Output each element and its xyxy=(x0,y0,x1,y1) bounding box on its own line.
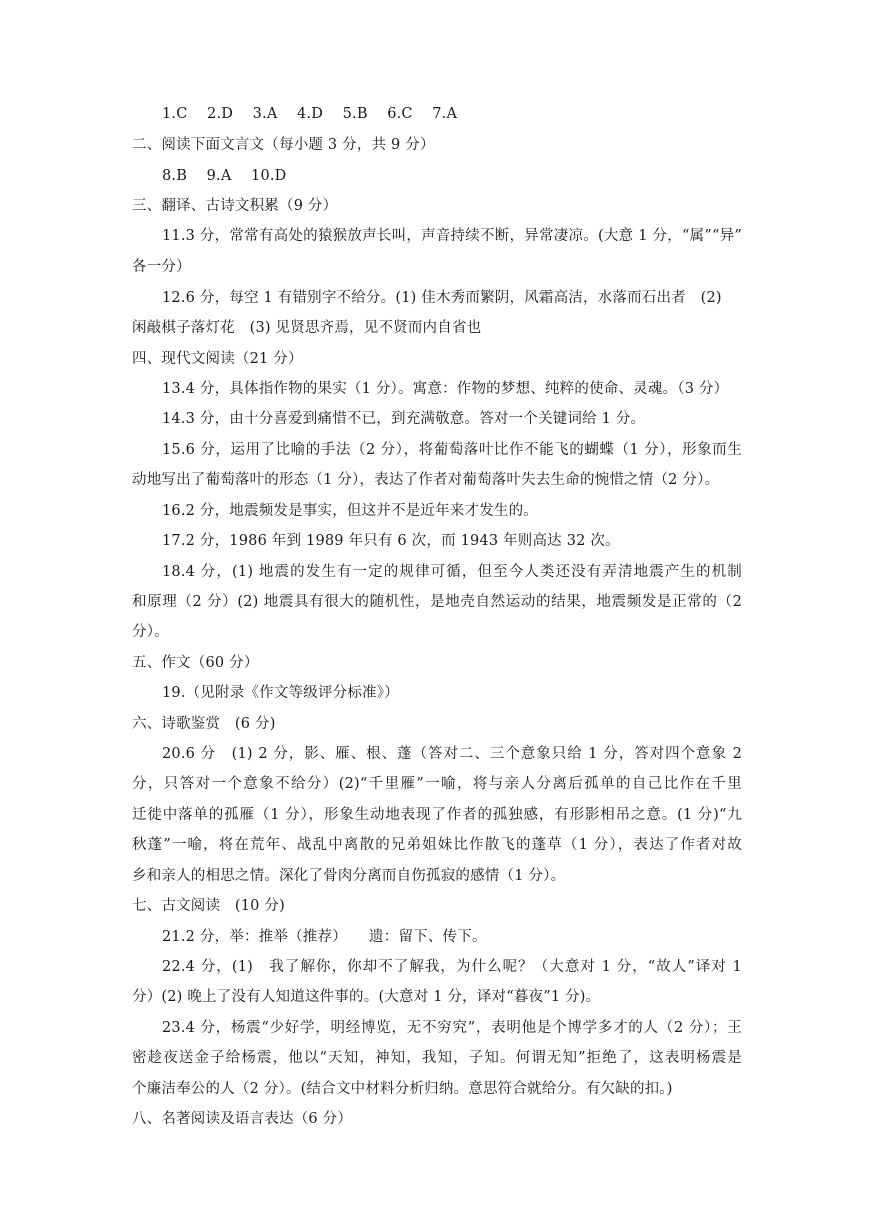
section-heading-2: 二、阅读下面文言文（每小题 3 分，共 9 分） xyxy=(132,137,435,153)
answer-line-18a: 18.4 分，(1) 地震的发生有一定的规律可循，但至今人类还没有弄清地震产生的机制 xyxy=(162,564,742,580)
answer-line-22b: 分）(2) 晚上了没有人知道这件事的。(大意对 1 分，译对“暮夜”1 分)。 xyxy=(132,989,601,1005)
answer-line-18b: 和原理（2 分）(2) 地震具有很大的随机性，是地壳自然运动的结果，地震频发是正常的（2 xyxy=(132,594,742,610)
answer-line-11a: 11.3 分，常常有高处的猿猴放声长叫，声音持续不断，异常凄凉。(大意 1 分，“属”“异” xyxy=(162,228,742,244)
answer-line-20e: 乡和亲人的相思之情。深化了骨肉分离而自伤孤寂的感情（1 分）。 xyxy=(132,868,566,884)
answer-line-mc-1-7: 1.C 2.D 3.A 4.D 5.B 6.C 7.A xyxy=(162,106,458,122)
answer-line-13: 13.4 分，具体指作物的果实（1 分）。寓意：作物的梦想、纯粹的使命、灵魂。（3 分） xyxy=(162,381,729,397)
answer-line-22a: 22.4 分，(1) 我了解你，你却不了解我，为什么呢？（大意对 1 分，“故人”译对 1 xyxy=(162,959,742,975)
answer-line-20b: 分，只答对一个意象不给分）(2)“千里雁”一喻，将与亲人分离后孤单的自己比作在千里 xyxy=(132,776,742,792)
answer-line-15b: 动地写出了葡萄落叶的形态（1 分），表达了作者对葡萄落叶失去生命的惋惜之情（2 分）。 xyxy=(132,472,720,488)
answer-line-20c: 迁徙中落单的孤雁（1 分），形象生动地表现了作者的孤独感，有形影相吊之意。(1 分)“九 xyxy=(132,807,742,823)
answer-line-20d: 秋蓬”一喻，将在荒年、战乱中离散的兄弟姐妹比作散飞的蓬草（1 分），表达了作者对故 xyxy=(132,837,742,853)
answer-line-23b: 密趁夜送金子给杨震，他以“天知，神知，我知，子知。何谓无知”拒绝了，这表明杨震是 xyxy=(132,1050,742,1066)
section-heading-6: 六、诗歌鉴赏 (6 分) xyxy=(132,716,276,732)
answer-line-mc-8-10: 8.B 9.A 10.D xyxy=(162,168,287,184)
section-heading-4: 四、现代文阅读（21 分） xyxy=(132,351,303,367)
answer-line-12a: 12.6 分，每空 1 有错别字不给分。(1) 佳木秀而繁阴，风霜高洁，水落而石出者 (2) xyxy=(162,290,722,306)
answer-line-23c: 个廉洁奉公的人（2 分）。(结合文中材料分析归纳。意思符合就给分。有欠缺的扣。) xyxy=(132,1081,673,1097)
section-heading-3: 三、翻译、古诗文积累（9 分） xyxy=(132,198,338,214)
answer-line-14: 14.3 分，由十分喜爱到痛惜不已，到充满敬意。答对一个关键词给 1 分。 xyxy=(162,411,646,427)
answer-line-18c: 分）。 xyxy=(132,624,169,640)
answer-line-20a: 20.6 分 (1) 2 分，影、雁、根、蓬（答对二、三个意象只给 1 分，答对四个意象 2 xyxy=(162,746,742,762)
section-heading-7: 七、古文阅读 (10 分) xyxy=(132,898,285,914)
answer-line-12b: 闲敲棋子落灯花 (3) 见贤思齐焉，见不贤而内自省也 xyxy=(132,320,482,336)
answer-line-15a: 15.6 分，运用了比喻的手法（2 分），将葡萄落叶比作不能飞的蝴蝶（1 分），形象而生 xyxy=(162,442,742,458)
answer-line-17: 17.2 分，1986 年到 1989 年只有 6 次，而 1943 年则高达 32 次。 xyxy=(162,533,620,549)
answer-line-16: 16.2 分，地震频发是事实，但这并不是近年来才发生的。 xyxy=(162,503,538,519)
section-heading-5: 五、作文（60 分） xyxy=(132,655,259,671)
section-heading-8: 八、名著阅读及语言表达（6 分） xyxy=(132,1111,353,1127)
answer-line-21: 21.2 分，举：推举（推荐） 遗：留下、传下。 xyxy=(162,929,487,945)
answer-line-19: 19.（见附录《作文等级评分标准》） xyxy=(162,685,399,701)
answer-line-23a: 23.4 分，杨震“少好学，明经博览，无不穷究”，表明他是个博学多才的人（2 分）；王 xyxy=(162,1020,742,1036)
answer-line-11b: 各一分） xyxy=(132,259,191,275)
